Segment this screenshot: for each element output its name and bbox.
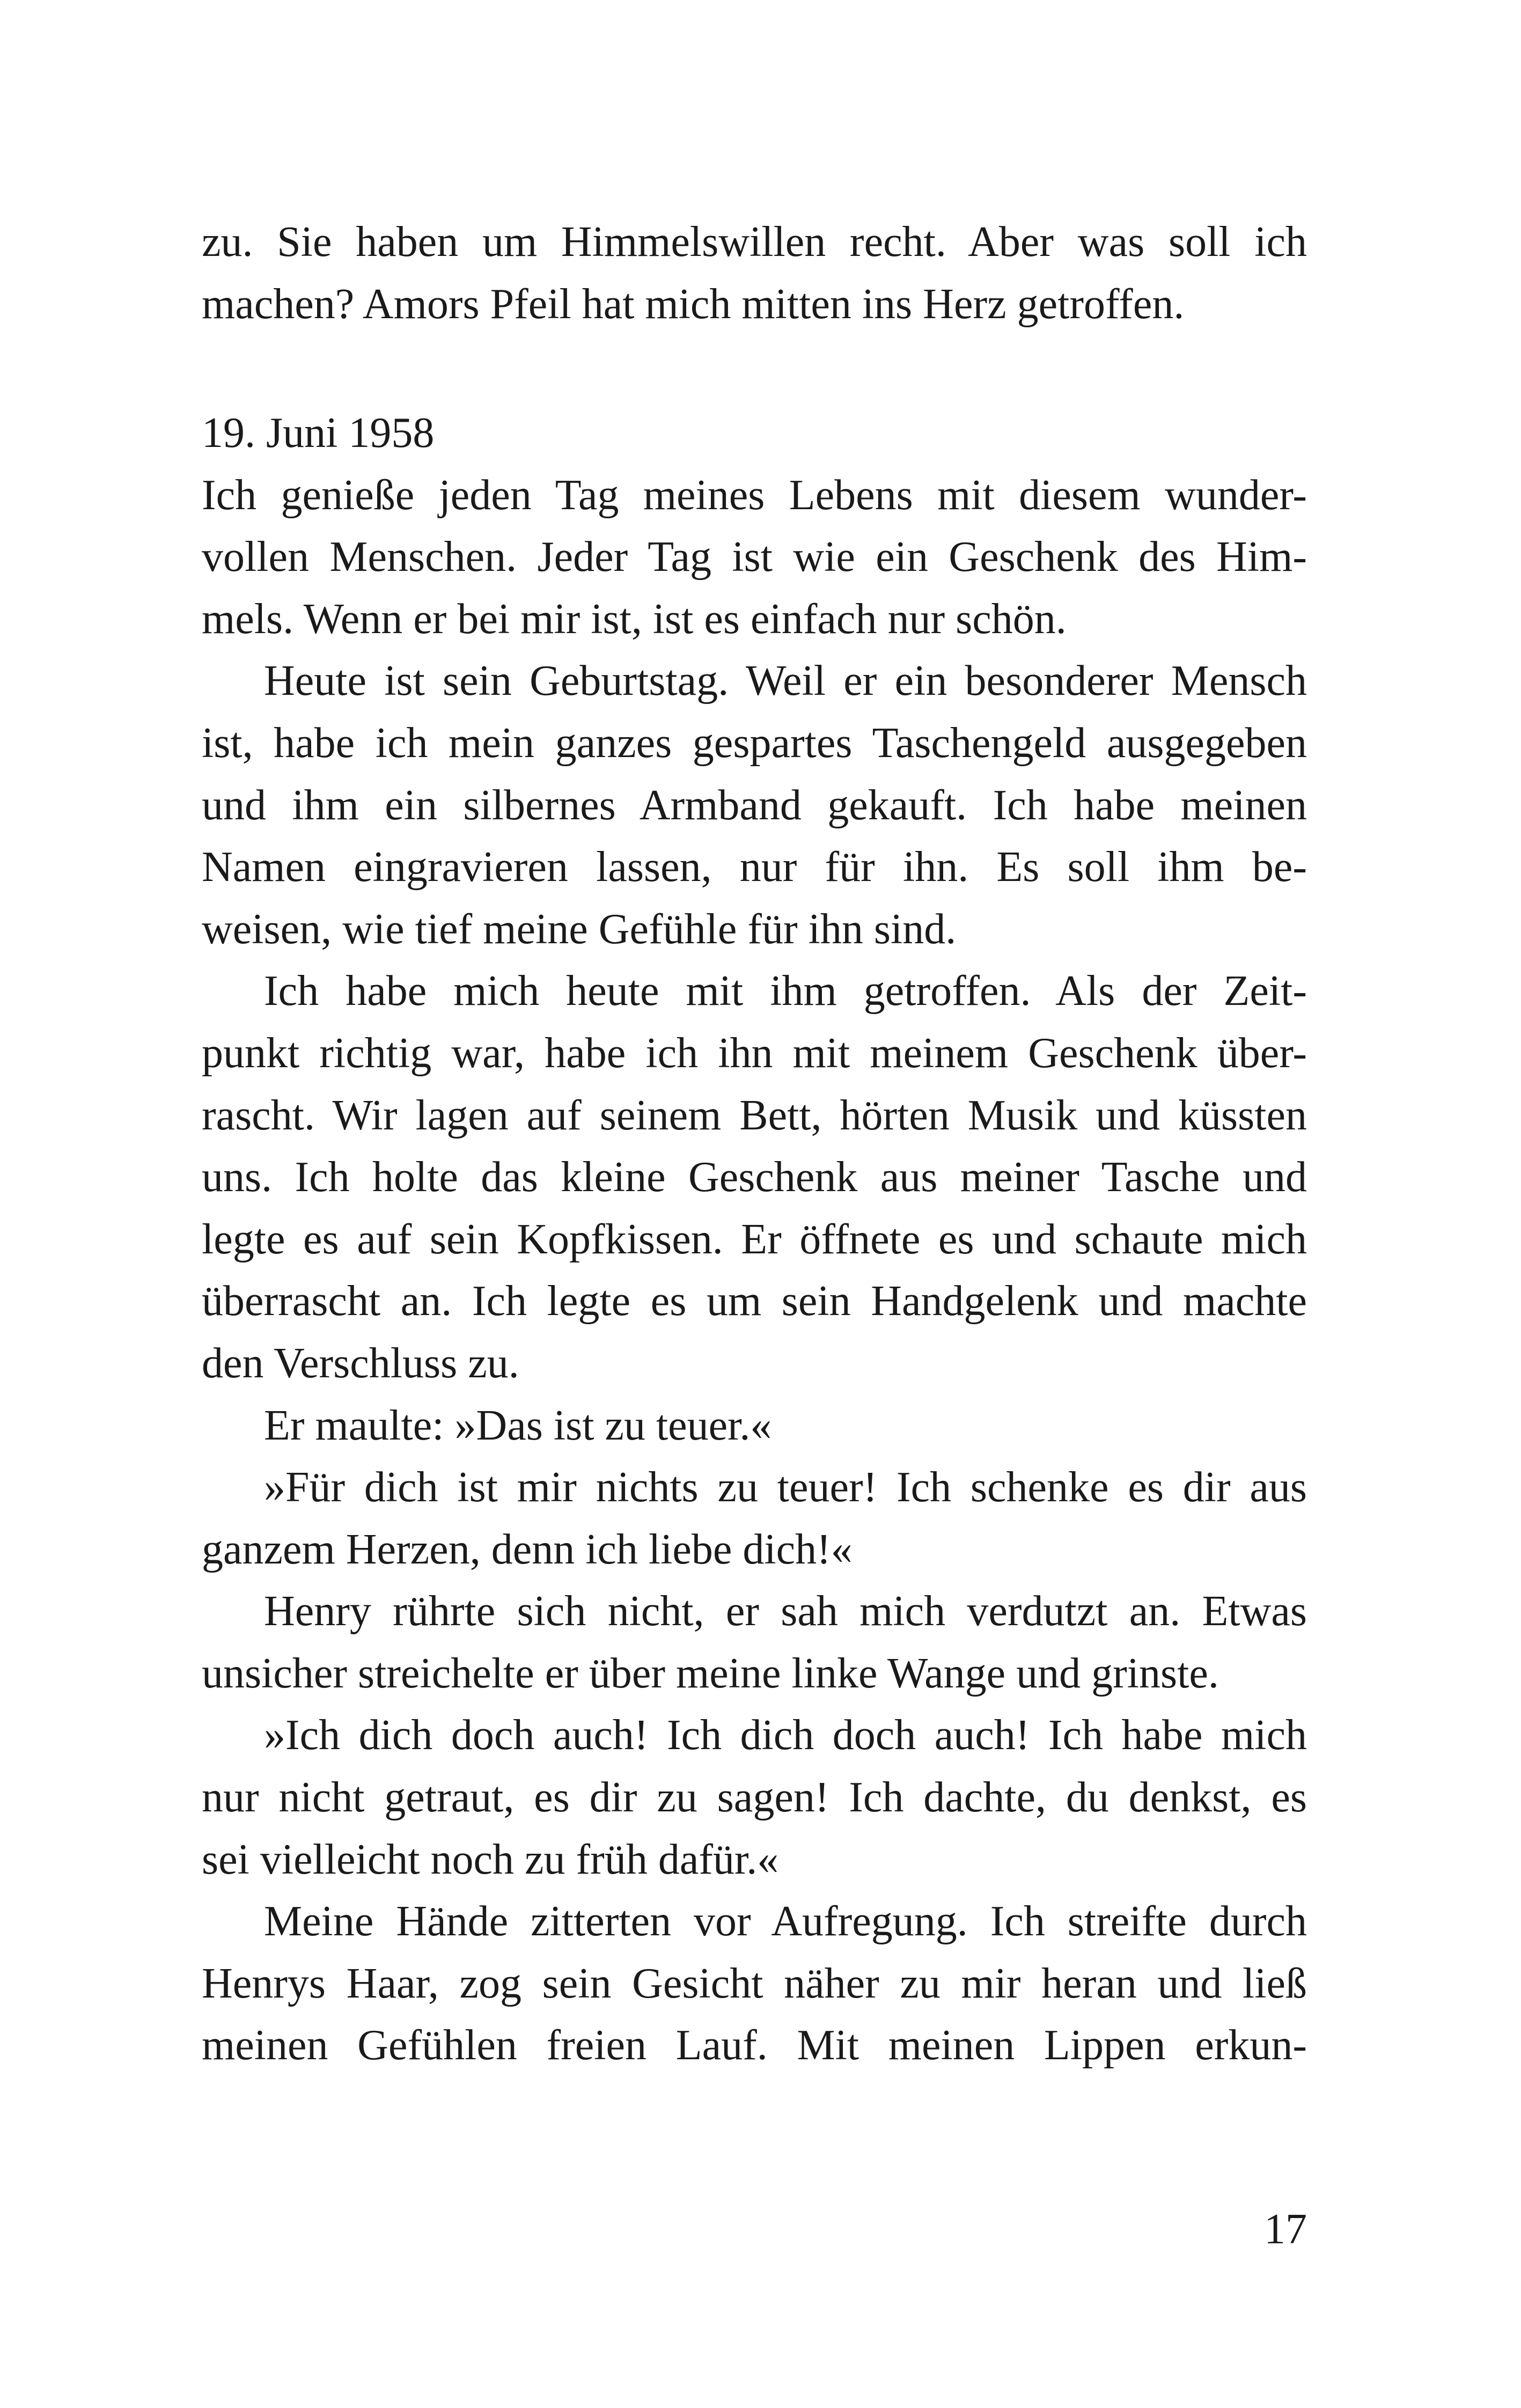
text-line: ganzem Herzen, denn ich liebe dich!« [202,1525,853,1573]
text-line: ist, habe ich mein ganzes gespartes Taschengeld ausgegeben [202,719,1307,767]
text-line: rascht. Wir lagen auf seinem Bett, hörten Musik und küssten [202,1091,1307,1139]
page-number: 17 [1264,2206,1307,2253]
text-line: Ich genieße jeden Tag meines Lebens mit diesem wunder- [202,471,1307,519]
text-line: und ihm ein silbernes Armband gekauft. Ich habe meinen [202,781,1307,829]
entry-date: 19. Juni 1958 [202,409,435,457]
text-line: »Ich dich doch auch! Ich dich doch auch! Ich habe mich [264,1712,1307,1759]
text-line: uns. Ich holte das kleine Geschenk aus meiner Tasche und [202,1154,1307,1201]
text-line: »Für dich ist mir nichts zu teuer! Ich schenke es dir aus [264,1464,1307,1511]
text-line: Ich habe mich heute mit ihm getroffen. Als der Zeit- [264,967,1307,1015]
paragraph-continuation [202,211,1307,335]
text-line: den Verschluss zu. [202,1339,519,1387]
text-line: vollen Menschen. Jeder Tag ist wie ein Geschenk des Him- [202,533,1307,581]
text-line: Henrys Haar, zog sein Gesicht näher zu mir heran und ließ [202,1959,1307,2007]
text-line: weisen, wie tief meine Gefühle für ihn sind. [202,905,957,953]
text-line: Henry rührte sich nicht, er sah mich verdutzt an. Etwas [264,1588,1307,1635]
text-line: Er maulte: »Das ist zu teuer.« [264,1401,772,1449]
text-line: überrascht an. Ich legte es um sein Handgelenk und machte [202,1278,1307,1325]
text-line: legte es auf sein Kopfkissen. Er öffnete es und schaute mich [202,1215,1307,1263]
text-line: Meine Hände zitterten vor Aufregung. Ich streifte durch [264,1898,1307,1946]
text-line: nur nicht getraut, es dir zu sagen! Ich dachte, du denkst, es [202,1774,1307,1822]
text-line: Heute ist sein Geburtstag. Weil er ein besonderer Mensch [264,657,1307,705]
diary-entry [202,402,1307,2077]
text-line: machen? Amors Pfeil hat mich mitten ins Herz getroffen. [202,280,1185,328]
text-line: unsicher streichelte er über meine linke Wange und grinste. [202,1649,1219,1697]
text-line: mels. Wenn er bei mir ist, ist es einfach nur schön. [202,595,1067,643]
text-line: punkt richtig war, habe ich ihn mit meinem Geschenk über- [202,1029,1307,1077]
text-line: Namen eingravieren lassen, nur für ihn. Es soll ihm be- [202,843,1307,891]
text-line: zu. Sie haben um Himmelswillen recht. Aber was soll ich [202,218,1307,266]
text-line: meinen Gefühlen freien Lauf. Mit meinen Lippen erkun- [202,2022,1307,2069]
text-line: sei vielleicht noch zu früh dafür.« [202,1836,779,1883]
